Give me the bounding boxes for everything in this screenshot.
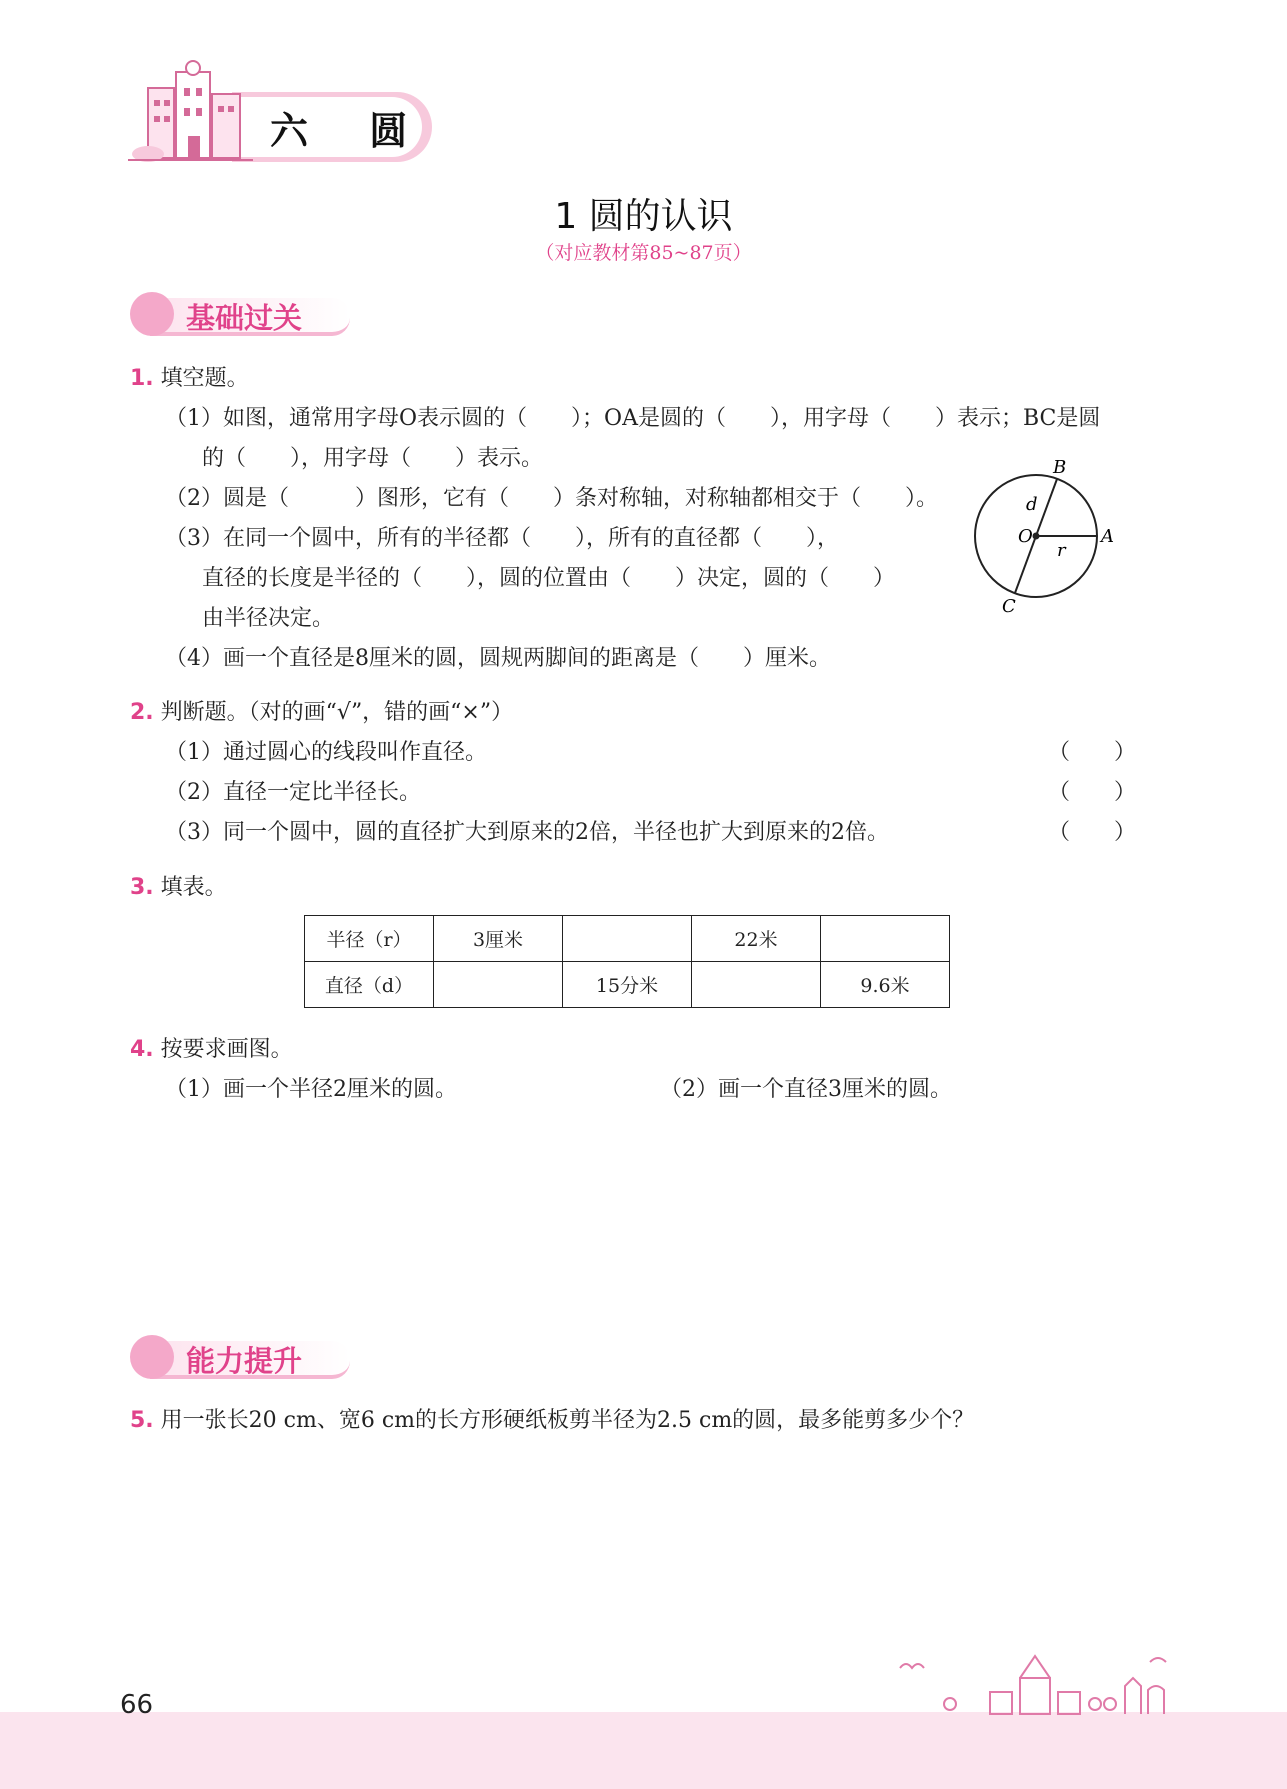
table-cell: 9.6米 [821, 962, 950, 1008]
question-prompt: 判断题。（对的画“√”，错的画“×”） [160, 700, 514, 725]
table-cell: 15分米 [563, 962, 692, 1008]
question-number: 3. [130, 875, 154, 900]
question-number: 2. [130, 700, 154, 725]
q2-item-3: （3）同一个圆中，圆的直径扩大到原来的2倍，半径也扩大到原来的2倍。 [165, 820, 889, 845]
footer-band [0, 1712, 1287, 1789]
label-d: d [1026, 494, 1038, 515]
answer-box[interactable]: （ ） [1048, 780, 1137, 805]
q1-line-6: 由半径决定。 [202, 606, 335, 631]
section-label: 能力提升 [186, 1344, 303, 1378]
section-label: 基础过关 [186, 301, 303, 335]
question-number: 4. [130, 1037, 154, 1062]
section-header-basic [130, 292, 370, 336]
fill-table [304, 915, 950, 1008]
q2-item-1: （1）通过圆心的线段叫作直径。 [165, 740, 487, 765]
question-2-heading [130, 698, 513, 728]
label-c: C [1002, 596, 1016, 617]
chapter-title: 六 圆 [270, 109, 432, 153]
table-cell: 半径（r） [305, 916, 434, 962]
question-number: 5. [130, 1408, 154, 1433]
table-cell[interactable] [563, 916, 692, 962]
answer-box[interactable]: （ ） [1048, 820, 1137, 845]
q4-item-1: （1）画一个半径2厘米的圆。 [165, 1077, 457, 1102]
question-1-heading [130, 364, 249, 394]
table-cell: 直径（d） [305, 962, 434, 1008]
lesson-textbook-reference: （对应教材第85~87页） [535, 242, 752, 264]
table-cell[interactable] [692, 962, 821, 1008]
answer-box[interactable]: （ ） [1048, 740, 1137, 765]
building-illustration-icon [128, 58, 258, 168]
table-row [305, 916, 950, 962]
question-prompt: 填空题。 [160, 366, 249, 391]
table-cell: 22米 [692, 916, 821, 962]
label-r: r [1057, 540, 1066, 561]
q2-item-2: （2）直径一定比半径长。 [165, 780, 421, 805]
table-cell[interactable] [821, 916, 950, 962]
q1-line-2: 的（ ），用字母（ ）表示。 [202, 446, 544, 471]
question-5 [130, 1406, 974, 1436]
page-number: 66 [120, 1690, 154, 1720]
question-prompt: 填表。 [160, 875, 227, 900]
question-number: 1. [130, 366, 154, 391]
circle-figure [960, 452, 1125, 622]
label-a: A [1101, 526, 1114, 547]
lesson-title: 1 圆的认识 [554, 196, 733, 237]
question-3-heading [130, 873, 227, 903]
center-point [1033, 533, 1040, 540]
table-cell[interactable] [434, 962, 563, 1008]
question-prompt: 按要求画图。 [160, 1037, 293, 1062]
table-row [305, 962, 950, 1008]
q1-line-3: （2）圆是（ ）图形，它有（ ）条对称轴，对称轴都相交于（ ）。 [165, 486, 938, 511]
q1-line-4: （3）在同一个圆中，所有的半径都（ ），所有的直径都（ ）， [165, 526, 839, 551]
q1-line-7: （4）画一个直径是8厘米的圆，圆规两脚间的距离是（ ）厘米。 [165, 646, 831, 671]
label-o: O [1018, 526, 1033, 547]
mascot-icon [130, 1335, 174, 1379]
footer-castle-illustration-icon [880, 1648, 1170, 1718]
section-header-advanced [130, 1335, 370, 1379]
q1-line-1: （1）如图，通常用字母O表示圆的（ ）；OA是圆的（ ），用字母（ ）表示；BC是圆 [165, 406, 1101, 431]
question-text: 用一张长20 cm、宽6 cm的长方形硬纸板剪半径为2.5 cm的圆，最多能剪多少个？ [160, 1408, 975, 1433]
table-cell: 3厘米 [434, 916, 563, 962]
question-4-heading [130, 1035, 293, 1065]
q1-line-5: 直径的长度是半径的（ ），圆的位置由（ ）决定，圆的（ ） [202, 566, 896, 591]
q4-item-2: （2）画一个直径3厘米的圆。 [660, 1077, 952, 1102]
mascot-icon [130, 292, 174, 336]
label-b: B [1053, 457, 1067, 478]
